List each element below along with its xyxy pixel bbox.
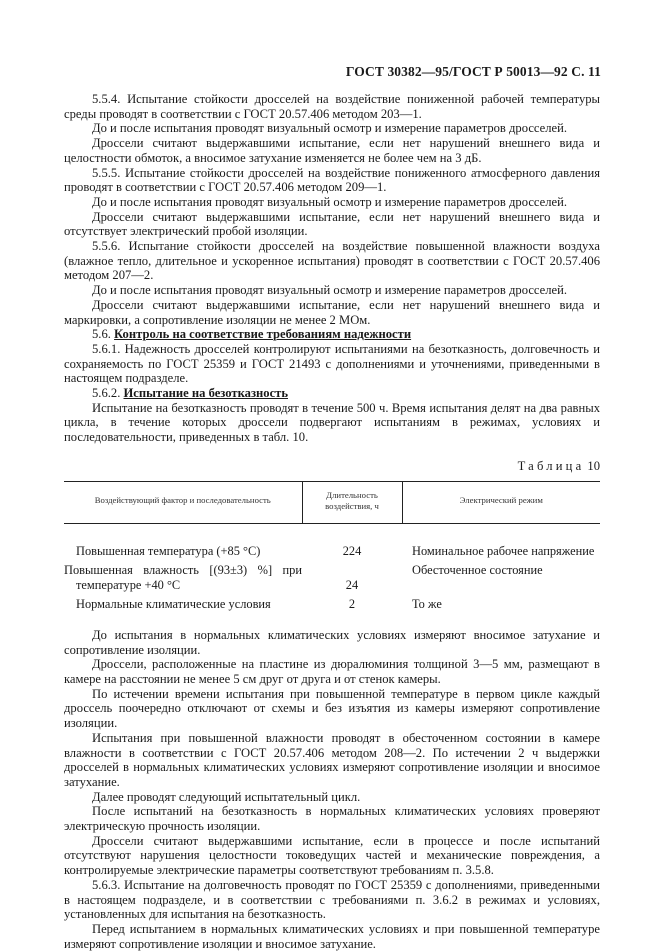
paragraph: До и после испытания проводят визуальный осмотр и измерение параметров дросселей. — [92, 283, 568, 298]
section-heading-5-6-2 — [64, 386, 600, 401]
table-caption-label: Таблица — [517, 458, 585, 473]
paragraph: До и после испытания проводят визуальный осмотр и измерение параметров дросселей. — [92, 121, 568, 136]
table-cell-mode: То же — [412, 597, 442, 612]
paragraph: 5.5.6. Испытание стойкости дросселей на воздействие повышенной влажности воздуха (влажное тепло, длительное и ускоренное испытания) проводят в соответствии с ГОСТ 20.57.406 методом 207—2. — [64, 239, 600, 283]
paragraph: 5.6.1. Надежность дросселей контролируют испытаниями на безотказность, долговечность и сохраняемость по ГОСТ 25359 и ГОСТ 21493 с дополнениями и уточнениями, приведенными в настоящем подразделе. — [64, 341, 600, 386]
paragraph: Дроссели считают выдержавшими испытание, если нет нарушений внешнего вида и целостности обмоток, а вносимое затухание изменяется не более чем на 3 дБ. — [64, 136, 600, 165]
paragraph: Дроссели считают выдержавшими испытание, если в процессе и после испытаний отсутствуют нарушения целостности токоведущих частей и механические повреждения, а контролируемые электрические параметры соответствуют требованиям п. 3.5.8. — [64, 833, 600, 878]
paragraph: 5.5.4. Испытание стойкости дросселей на воздействие пониженной рабочей температуры среды проводят в соответствии с ГОСТ 20.57.406 методом 203—1. — [64, 92, 600, 121]
table-cell-factor: Нормальные климатические условия — [76, 597, 271, 612]
section-title: Контроль на соответствие требованиям надежности — [114, 327, 412, 342]
paragraph: Испытания при повышенной влажности проводят в обесточенном состоянии в камере влажности в соответствии с ГОСТ 20.57.406 методом 208—2. По истечении 2 ч выдержки дросселей в нормальных климатических условиях измеряют сопротивление изоляции и вносимое затухание. — [64, 730, 600, 789]
section-number: 5.6.2. — [92, 386, 121, 401]
table-cell-duration: 224 — [342, 543, 362, 558]
page-content — [64, 92, 600, 951]
paragraph: По истечении времени испытания при повышенной температуре в первом цикле каждый дроссель поочередно отключают от схемы и без изъятия из камеры измеряют сопротивление изоляции. — [64, 686, 600, 731]
table-cell-factor: Повышенная влажность [(93±3) %] при температуре +40 °С — [64, 563, 302, 592]
table-header-duration: Длительность воздействия, ч — [302, 481, 402, 523]
table-header-mode: Электрический режим — [402, 481, 600, 523]
section-title: Испытание на безотказность — [123, 386, 288, 401]
table-header-factor: Воздействующий фактор и последовательность — [64, 481, 302, 523]
section-number: 5.6. — [92, 327, 111, 342]
paragraph: 5.6.3. Испытание на долговечность проводят по ГОСТ 25359 с дополнениями, приведенными в настоящем подразделе, и в соответствии с требованиями п. 3.6.2 в режимах и условиях, установленных для испытания на безотказность. — [64, 877, 600, 922]
table-cell-duration — [302, 558, 402, 592]
page-header: ГОСТ 30382—95/ГОСТ Р 50013—92 С. 11 — [345, 64, 601, 79]
paragraph: До испытания в нормальных климатических условиях измеряют вносимое затухание и сопротивление изоляции. — [64, 627, 600, 657]
table-row — [64, 558, 600, 592]
paragraph: 5.5.5. Испытание стойкости дросселей на воздействие пониженного атмосферного давления проводят в соответствии с ГОСТ 20.57.406 методом 209—1. — [64, 165, 600, 195]
table-cell-duration-value: 24 — [345, 577, 359, 592]
paragraph: После испытаний на безотказность в нормальных климатических условиях проверяют электрическую прочность изоляции. — [64, 804, 600, 834]
table-caption — [64, 459, 600, 474]
table-number: 10 — [587, 458, 600, 473]
table-cell-factor: Повышенная температура (+85 °С) — [76, 543, 261, 558]
table-cell-mode: Номинальное рабочее напряжение — [412, 543, 595, 558]
paragraph: Дроссели считают выдержавшими испытание, если нет нарушений внешнего вида и отсутствует электрический пробой изоляции. — [64, 209, 600, 239]
paragraph: Испытание на безотказность проводят в течение 500 ч. Время испытания делят на два равных цикла, в течение которых дроссели подвергают испытаниям в режимах, условиях и последовательности, приведенных в табл. 10. — [64, 400, 600, 445]
section-heading-5-6 — [64, 327, 600, 342]
paragraph: До и после испытания проводят визуальный осмотр и измерение параметров дросселей. — [92, 194, 568, 209]
table-row — [64, 592, 600, 626]
paragraph: Далее проводят следующий испытательный цикл. — [92, 789, 361, 804]
paragraph: Дроссели считают выдержавшими испытание, если нет нарушений внешнего вида и маркировки, а сопротивление изоляции не менее 2 МОм. — [64, 297, 600, 327]
table-10 — [64, 481, 600, 626]
paragraph: Дроссели, расположенные на пластине из дюралюминия толщиной 3—5 мм, размещают в камере на расстоянии не менее 5 см друг от друга и от стенок камеры. — [64, 657, 600, 686]
table-cell-duration: 2 — [348, 597, 356, 612]
table-cell-mode: Обесточенное состояние — [412, 563, 543, 578]
paragraph: Перед испытанием в нормальных климатических условиях и при повышенной температуре измеряют сопротивление изоляции и вносимое затухание. — [64, 921, 600, 951]
table-row — [64, 523, 600, 558]
